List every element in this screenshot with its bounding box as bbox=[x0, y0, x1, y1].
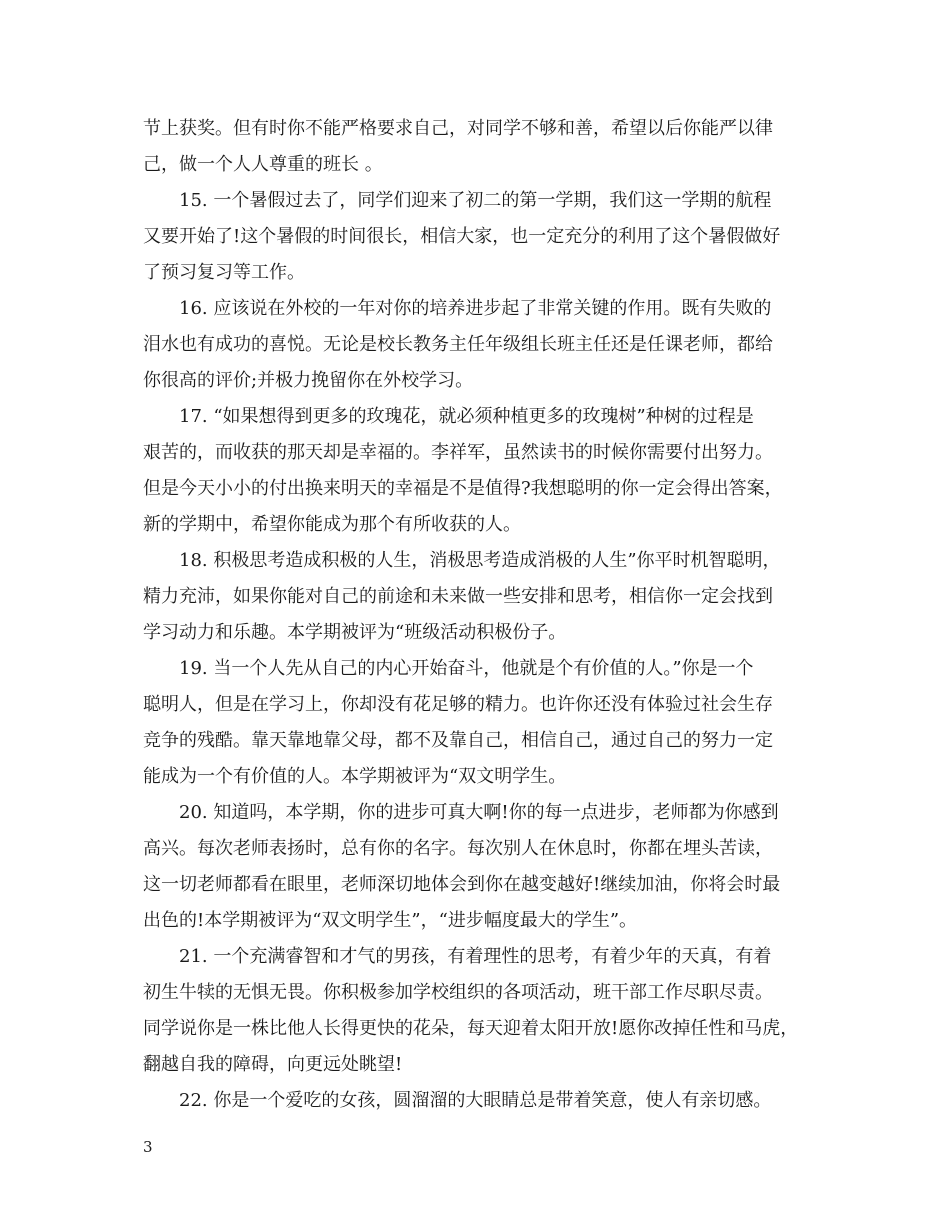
text-line: 精力充沛，如果你能对自己的前途和未来做一些安排和思考，相信你一定会找到 bbox=[143, 586, 773, 607]
text-line: 22. 你是一个爱吃的女孩，圆溜溜的大眼睛总是带着笑意，使人有亲切感。 bbox=[143, 1090, 772, 1111]
page-number: 3 bbox=[143, 1138, 153, 1156]
text-line: 节上获奖。但有时你不能严格要求自己，对同学不够和善，希望以后你能严以律 bbox=[143, 118, 773, 139]
text-line: 15. 一个暑假过去了，同学们迎来了初二的第一学期，我们这一学期的航程 bbox=[143, 190, 772, 211]
text-line: 这一切老师都看在眼里，老师深切地体会到你在越变越好!继续加油，你将会时最 bbox=[143, 874, 781, 895]
text-line: 19. 当一个人先从自己的内心开始奋斗，他就是个有价值的人。”你是一个 bbox=[143, 658, 754, 679]
text-line: 17. “如果想得到更多的玫瑰花，就必须种植更多的玫瑰树”种树的过程是 bbox=[143, 406, 754, 427]
text-line: 20. 知道吗，本学期，你的进步可真大啊!你的每一点进步，老师都为你感到 bbox=[143, 802, 779, 823]
text-line: 新的学期中，希望你能成为那个有所收获的人。 bbox=[143, 514, 521, 535]
text-line: 聪明人，但是在学习上，你却没有花足够的精力。也许你还没有体验过社会生存 bbox=[143, 694, 773, 715]
text-line: 了预习复习等工作。 bbox=[143, 262, 305, 283]
text-line: 能成为一个有价值的人。本学期被评为“双文明学生。 bbox=[143, 766, 567, 787]
text-line: 己，做一个人人尊重的班长 。 bbox=[143, 154, 383, 175]
text-line: 高兴。每次老师表扬时，总有你的名字。每次别人在休息时，你都在埋头苦读， bbox=[143, 838, 773, 859]
text-line: 又要开始了!这个暑假的时间很长，相信大家，也一定充分的利用了这个暑假做好 bbox=[143, 226, 781, 247]
text-line: 学习动力和乐趣。本学期被评为“班级活动积极份子。 bbox=[143, 622, 567, 643]
text-line: 21. 一个充满睿智和才气的男孩，有着理性的思考，有着少年的天真，有着 bbox=[143, 946, 772, 967]
text-line: 但是今天小小的付出换来明天的幸福是不是值得?我想聪明的你一定会得出答案， bbox=[143, 478, 783, 499]
text-line: 初生牛犊的无惧无畏。你积极参加学校组织的各项活动，班干部工作尽职尽责。 bbox=[143, 982, 773, 1003]
text-line: 竞争的残酷。靠天靠地靠父母，都不及靠自己，相信自己，通过自己的努力一定 bbox=[143, 730, 773, 751]
text-line: 出色的!本学期被评为“双文明学生”，“进步幅度最大的学生”。 bbox=[143, 910, 638, 931]
text-line: 18. 积极思考造成积极的人生，消极思考造成消极的人生”你平时机智聪明， bbox=[143, 550, 781, 571]
text-line: 你很高的评价;并极力挽留你在外校学习。 bbox=[143, 370, 474, 391]
text-line: 同学说你是一株比他人长得更快的花朵，每天迎着太阳开放!愿你改掉任性和马虎， bbox=[143, 1018, 799, 1039]
text-line: 艰苦的，而收获的那天却是幸福的。李祥军，虽然读书的时候你需要付出努力。 bbox=[143, 442, 773, 463]
text-line: 翻越自我的障碍，向更远处眺望! bbox=[143, 1054, 403, 1075]
text-line: 泪水也有成功的喜悦。无论是校长教务主任年级组长班主任还是任课老师，都给 bbox=[143, 334, 773, 355]
text-line: 16. 应该说在外校的一年对你的培养进步起了非常关键的作用。既有失败的 bbox=[143, 298, 772, 319]
